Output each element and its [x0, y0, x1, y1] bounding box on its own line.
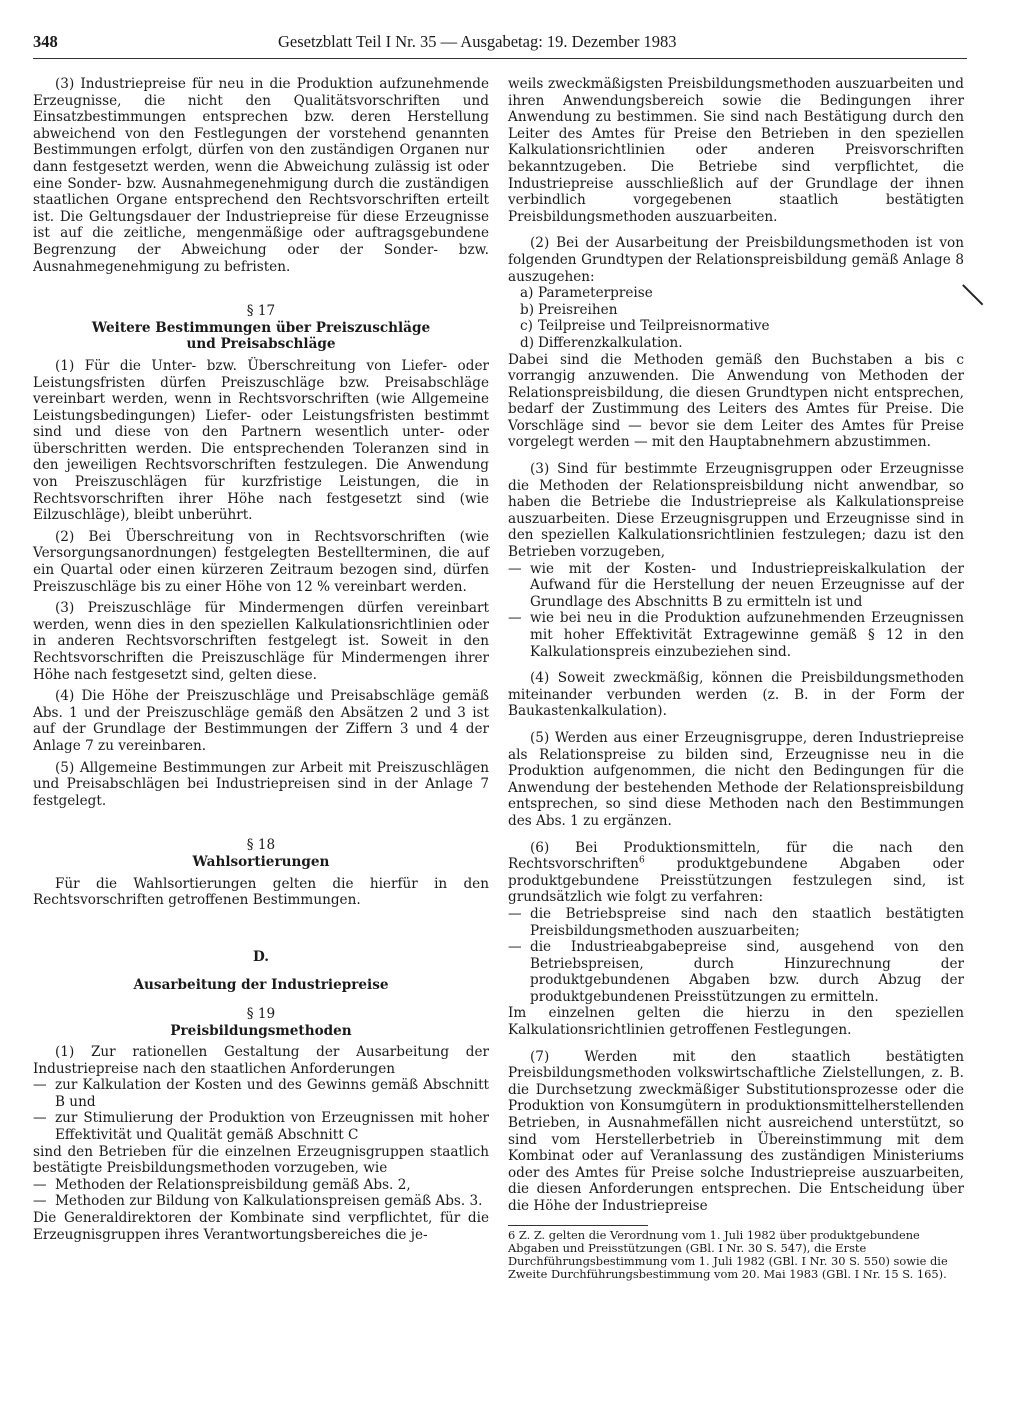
footnote-ref: 6	[638, 855, 645, 866]
paragraph-18-1: Für die Wahlsortierungen gelten die hierfür in den Rechtsvorschriften getroffenen Bestimmungen.	[33, 875, 489, 909]
right-column	[508, 76, 964, 1281]
list-item: — die Industrieabgabepreise sind, ausgehend von den Betriebspreisen, durch Hinzurechnung der produktgebundenen Abgaben bzw. durch Abzug der produktgebundenen Preisstützungen zu ermitteln.	[508, 939, 964, 1005]
paragraph-17-4: (4) Die Höhe der Preiszuschläge und Preisabschläge gemäß Abs. 1 und der Preiszuschläge gemäß den Absätzen 2 und 3 ist auf der Grundlage der Bestimmungen der Ziffern 3 und 4 der Anlage 7 zu vereinbaren.	[33, 688, 489, 754]
list-item: — zur Stimulierung der Produktion von Erzeugnissen mit hoher Effektivität und Qualität gemäß Abschnitt C	[33, 1110, 489, 1144]
paragraph-19-2-end: Dabei sind die Methoden gemäß den Buchstaben a bis c vorrangig anzuwenden. Die Anwendung von Methoden der Relationspreisbildung, die diesen Grundtypen nicht entsprechen, bedarf der Zustimmung des Leiters des Amtes für Preise. Die Vorschläge sind — bevor sie dem Leiter des Amtes für Preise vorgelegt werden — mit den Hauptabnehmern abzustimmen.	[508, 351, 964, 451]
section-17-number: § 17	[246, 303, 276, 320]
footnote-6: 6 Z. Z. gelten die Verordnung vom 1. Juli 1982 über produktgebundene Abgaben und Preisstützungen (GBl. I Nr. 30 S. 547), die Erste Durchführungsbestimmung vom 1. Juli 1982 (GBl. I Nr. 30 S. 550) sowie die Zweite Durchführungsbestimmung vom 20. Mai 1983 (GBl. I Nr. 15 S. 165).	[508, 1227, 948, 1281]
section-19-title: Preisbildungsmethoden	[170, 1022, 352, 1039]
list-item: — Methoden der Relationspreisbildung gemäß Abs. 2,	[33, 1176, 411, 1193]
paragraph-19-2-intro: (2) Bei der Ausarbeitung der Preisbildungsmethoden ist von folgenden Grundtypen der Relationspreisbildung gemäß Anlage 8 auszugehen:	[508, 235, 964, 285]
page-number: 348	[33, 32, 58, 51]
list-item: a) Parameterpreise	[520, 285, 653, 302]
list-item: d) Differenzkalkulation.	[520, 334, 683, 351]
list-item: — zur Kalkulation der Kosten und des Gewinns gemäß Abschnitt B und	[33, 1077, 489, 1110]
section-17-title-line1: Weitere Bestimmungen über Preiszuschläge	[91, 319, 431, 336]
gazette-title: Gesetzblatt Teil I Nr. 35 — Ausgabetag: 19. Dezember 1983	[278, 32, 677, 51]
margin-pen-mark	[962, 284, 983, 305]
paragraph-19-6-end: Im einzelnen gelten die hierzu in den speziellen Kalkulationsrichtlinien getroffenen Festlegungen.	[508, 1005, 964, 1039]
paragraph-19-3-intro: (3) Sind für bestimmte Erzeugnisgruppen oder Erzeugnisse die Methoden der Relationspreisbildung nicht anwendbar, so haben die Betriebe die Industriepreise als Kalkulationspreise auszuarbeiten. Diese Erzeugnisgruppen und Erzeugnisse sind in den speziellen Kalkulationsrichtlinien festzulegen; dazu ist den Betrieben vorzugeben,	[508, 461, 964, 561]
list-item: — wie mit der Kosten- und Industriepreiskalkulation der Aufwand für die Herstellung der neuen Erzeugnisse auf der Grundlage des Abschnitts B zu ermitteln ist und	[508, 560, 964, 610]
paragraph-17-3: (3) Preiszuschläge für Mindermengen dürfen vereinbart werden, wenn dies in den speziellen Kalkulationsrichtlinien oder in anderen Rechtsvorschriften festgelegt ist. Soweit in den Rechtsvorschriften die Preiszuschläge für Mindermengen ihrer Höhe nach festgesetzt sind, gelten diese.	[33, 600, 489, 683]
left-column	[33, 76, 489, 1243]
list-item: — die Betriebspreise sind nach den staatlich bestätigten Preisbildungsmethoden auszuarbeiten;	[508, 905, 964, 939]
paragraph-19-1-end: Die Generaldirektoren der Kombinate sind verpflichtet, für die Erzeugnisgruppen ihres Verantwortungsbereiches die je-	[33, 1210, 489, 1243]
section-18-number: § 18	[246, 837, 276, 854]
part-d-letter: D.	[252, 948, 270, 965]
list-item: — wie bei neu in die Produktion aufzunehmenden Erzeugnissen mit hoher Effektivität Extragewinne gemäß § 12 in den Kalkulationspreis einzubeziehen sind.	[508, 610, 964, 660]
list-item: c) Teilpreise und Teilpreisnormative	[520, 318, 770, 335]
page-header	[33, 32, 723, 54]
section-18-title: Wahlsortierungen	[192, 853, 330, 870]
paragraph-17-2: (2) Bei Überschreitung von in Rechtsvorschriften (wie Versorgungsanordnungen) festgelegten Bestellterminen, die auf ein Quartal oder einen kürzeren Zeitraum bezogen sind, dürfen Preiszuschläge bis zu einer Höhe von 12 % vereinbart werden.	[33, 528, 489, 595]
list-item: — Methoden zur Bildung von Kalkulationspreisen gemäß Abs. 3.	[33, 1193, 483, 1210]
paragraph-19-4: (4) Soweit zweckmäßig, können die Preisbildungsmethoden miteinander verbunden werden (z. B. in der Form der Baukastenkalkulation).	[508, 670, 964, 720]
paragraph-19-5: (5) Werden aus einer Erzeugnisgruppe, deren Industriepreise als Relationspreise zu bilden sind, Erzeugnisse neu in die Produktion aufgenommen, die nicht den Bedingungen für die Anwendung der bestehenden Methode der Relationspreisbildung entsprechen, so sind diese Methoden nach den Bestimmungen des Abs. 1 zu ergänzen.	[508, 729, 964, 829]
paragraph-19-1-intro: (1) Zur rationellen Gestaltung der Ausarbeitung der Industriepreise nach den staatlichen Anforderungen	[33, 1044, 489, 1077]
footnote-rule	[508, 1225, 648, 1226]
part-d-title: Ausarbeitung der Industriepreise	[133, 977, 389, 994]
paragraph-16-3: (3) Industriepreise für neu in die Produktion aufzunehmende Erzeugnisse, die nicht den Qualitätsvorschriften und Einsatzbestimmungen entsprechen bzw. deren Herstellung abweichend von den Festlegungen der vorstehend genannten Bestimmungen erfolgt, dürfen von den zuständigen Organen nur dann festgesetzt werden, wenn die Abweichung zulässig ist oder eine Sonder- bzw. Ausnahmegenehmigung durch die zuständigen staatlichen Organe entsprechend den Rechtsvorschriften erteilt ist. Die Geltungsdauer der Industriepreise für diese Erzeugnisse ist auf die zeitliche, mengenmäßige oder auftragsgebundene Begrenzung der Abweichung oder der Sonder- bzw. Ausnahmegenehmigung zu befristen.	[33, 76, 489, 275]
paragraph-17-1: (1) Für die Unter- bzw. Überschreitung von Liefer- oder Leistungsfristen dürfen Preiszuschläge bzw. Preisabschläge vereinbart werden, wenn in Rechtsvorschriften (wie Allgemeine Leistungsbedingungen) Liefer- oder Leistungsfristen bestimmt sind und diese von den Partnern wesentlich unter- oder überschritten werden. Die entsprechenden Toleranzen sind in den jeweiligen Rechtsvorschriften festzulegen. Die Anwendung von Preiszuschlägen für kurzfristige Leistungen, die in Rechtsvorschriften ihrer Höhe nach festgesetzt sind (wie Eilzuschläge), bleibt unberührt.	[33, 357, 489, 524]
paragraph-19-6-intro: (6) Bei Produktionsmitteln, für die nach den Rechtsvorschriften$^6$ produktgebundene Abgaben oder produktgebundene Preisstützungen festzulegen sind, ist grundsätzlich wie folgt zu verfahren:	[508, 839, 964, 906]
list-item: b) Preisreihen	[520, 301, 618, 318]
paragraph-19-1-continued: weils zweckmäßigsten Preisbildungsmethoden auszuarbeiten und ihren Anwendungsbereich sowie die Bedingungen ihrer Anwendung zu bestimmen. Sie sind nach Bestätigung durch den Leiter des Amtes für Preise den Betrieben in den speziellen Kalkulationsrichtlinien oder anderen Preisvorschriften bekanntzugeben. Die Betriebe sind verpflichtet, die Industriepreise ausschließlich auf der Grundlage der ihnen verbindlich vorgegebenen staatlich bestätigten Preisbildungsmethoden auszuarbeiten.	[508, 76, 964, 225]
paragraph-19-1-mid: sind den Betrieben für die einzelnen Erzeugnisgruppen staatlich bestätigte Preisbildungsmethoden vorzugeben, wie	[33, 1143, 489, 1177]
paragraph-17-5: (5) Allgemeine Bestimmungen zur Arbeit mit Preiszuschlägen und Preisabschlägen bei Industriepreisen sind in der Anlage 7 festgelegt.	[33, 759, 489, 809]
header-rule	[33, 58, 967, 59]
section-19-number: § 19	[246, 1005, 276, 1022]
section-17-title-line2: und Preisabschläge	[186, 336, 336, 353]
paragraph-19-7: (7) Werden mit den staatlich bestätigten Preisbildungsmethoden volkswirtschaftliche Zielstellungen, z. B. die Durchsetzung zweckmäßiger Substitutionsprozesse oder die Produktion von Konsumgütern in produktionsmittelherstellenden Betrieben, in Ausnahmefällen nicht ausreichend unterstützt, so sind vom Herstellerbetrieb in Übereinstimmung mit dem Kombinat oder auf Veranlassung des zuständigen Ministeriums oder des Amtes für Preise solche Industriepreise auszuarbeiten, die diesen Anforderungen entsprechen. Die Entscheidung über die Höhe der Industriepreise	[508, 1048, 964, 1214]
